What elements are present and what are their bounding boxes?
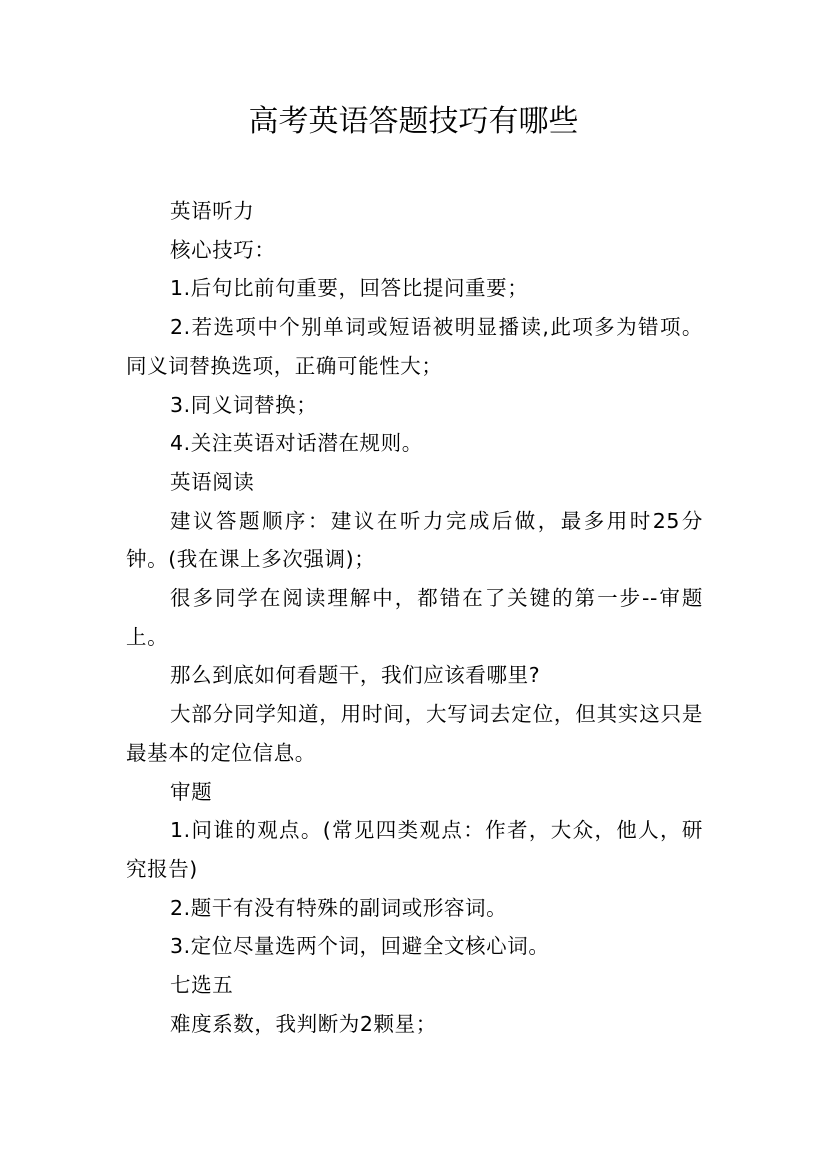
document-body [126, 192, 703, 1043]
document-title: 高考英语答题技巧有哪些 [248, 104, 579, 139]
section-heading-review: 审题 [170, 779, 213, 804]
paragraph: 建议答题顺序：建议在听力完成后做，最多用时25分钟。(我在课上多次强调)； [126, 508, 703, 572]
paragraph: 那么到底如何看题干，我们应该看哪里? [170, 663, 541, 688]
list-item: 3.定位尽量选两个词，回避全文核心词。 [170, 934, 550, 959]
section-heading-listening: 英语听力 [170, 199, 255, 223]
list-item: 2.若选项中个别单词或短语被明显播读,此项多为错项。同义词替换选项，正确可能性大； [126, 315, 703, 378]
list-item: 4.关注英语对话潜在规则。 [170, 431, 423, 456]
list-item: 1.后句比前句重要，回答比提问重要； [170, 276, 529, 301]
list-item: 3.同义词替换； [170, 392, 318, 417]
section-heading-reading: 英语阅读 [170, 469, 255, 494]
paragraph: 大部分同学知道，用时间，大写词去定位，但其实这只是最基本的定位信息。 [126, 702, 703, 765]
paragraph: 核心技巧： [170, 237, 276, 262]
paragraph: 很多同学在阅读理解中，都错在了关键的第一步--审题上。 [126, 586, 703, 649]
paragraph: 难度系数，我判断为2颗星； [170, 1011, 437, 1036]
section-heading-seven-choose-five: 七选五 [170, 973, 234, 998]
list-item: 2.题干有没有特殊的副词或形容词。 [170, 895, 508, 920]
list-item: 1.问谁的观点。(常见四类观点：作者，大众，他人，研究报告) [126, 818, 703, 881]
